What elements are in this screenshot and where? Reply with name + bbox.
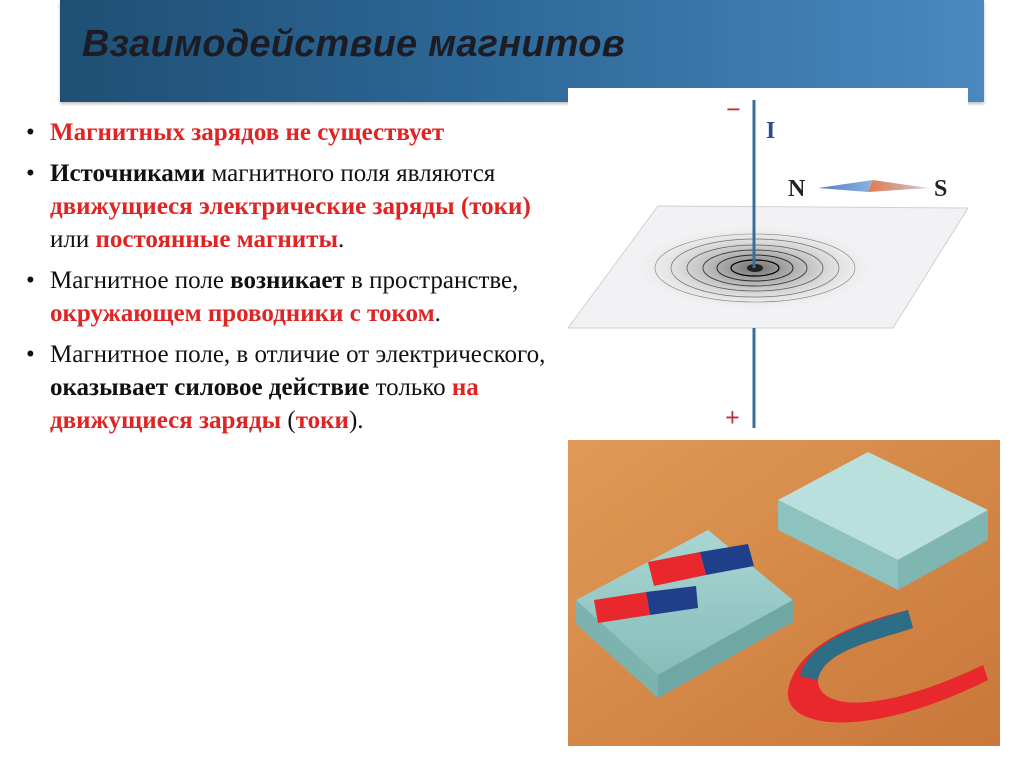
bullet-text-segment: ). <box>348 407 364 434</box>
current-label: I <box>766 118 776 144</box>
bullet-text-segment: Источниками <box>50 160 206 187</box>
magnets-photo <box>568 440 1000 746</box>
wire-field-diagram <box>568 88 968 438</box>
title-bar <box>60 0 984 102</box>
magnets-illustration <box>568 440 1000 746</box>
bullet-dot: • <box>26 119 35 146</box>
bullet-text-segment: Магнитное поле <box>50 267 231 294</box>
bullet-item <box>26 264 546 330</box>
bullet-text-segment: окружающем проводники с током <box>50 300 435 327</box>
south-label: S <box>934 176 948 202</box>
bullet-item <box>26 157 546 256</box>
bullet-text-segment: токи <box>295 407 349 434</box>
bullet-item <box>26 338 546 437</box>
bullet-text-segment: на движущиеся заряды <box>50 374 479 434</box>
compass-needle <box>818 180 928 192</box>
plus-label: + <box>725 403 740 432</box>
bullet-dot: • <box>26 341 35 368</box>
bullet-text-segment: Магнитное поле, в отличие от электрического, <box>50 341 546 368</box>
bullet-text-segment: ( <box>281 407 296 434</box>
bullet-dot: • <box>26 267 35 294</box>
bullet-text-segment: движущиеся электрические заряды (токи) <box>50 193 531 220</box>
bullet-text-segment: постоянные магниты <box>95 226 338 253</box>
slide-title: Взаимодействие магнитов <box>82 23 625 65</box>
bullet-text-segment: только <box>369 374 452 401</box>
bullet-text-segment: . <box>337 226 345 253</box>
bullet-text-segment: магнитного поля являются <box>205 160 496 187</box>
bullet-text-segment: . <box>434 300 441 327</box>
bullet-text-segment: или <box>50 226 96 253</box>
bullet-text-segment: Магнитных зарядов не существует <box>50 119 445 146</box>
north-label: N <box>788 176 806 202</box>
bullet-dot: • <box>26 160 35 187</box>
bullet-text-segment: возникает <box>230 267 345 294</box>
bullet-list <box>26 116 546 445</box>
bullet-text-segment: в пространстве, <box>344 267 519 294</box>
bullet-text-segment: оказывает силовое действие <box>50 374 370 401</box>
wire-field-svg <box>568 88 968 438</box>
bullet-item <box>26 116 546 149</box>
minus-label: − <box>726 95 741 124</box>
